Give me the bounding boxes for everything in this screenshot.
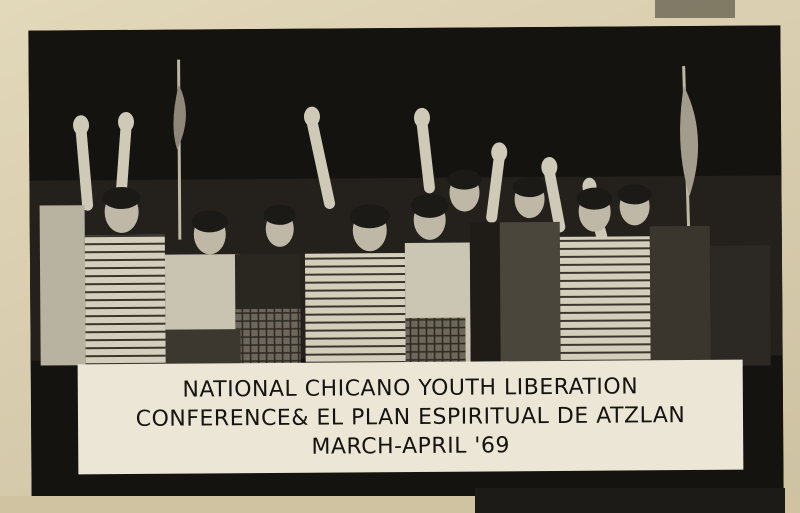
caption-line-3: MARCH-APRIL '69 bbox=[311, 432, 511, 460]
caption-line-2: CONFERENCE& EL PLAN ESPIRITUAL DE ATZLAN bbox=[135, 402, 686, 432]
tape-mark bbox=[655, 0, 735, 18]
next-photo-edge bbox=[475, 488, 785, 513]
caption-line-1: NATIONAL CHICANO YOUTH LIBERATION bbox=[182, 373, 639, 403]
caption-box bbox=[78, 360, 744, 475]
